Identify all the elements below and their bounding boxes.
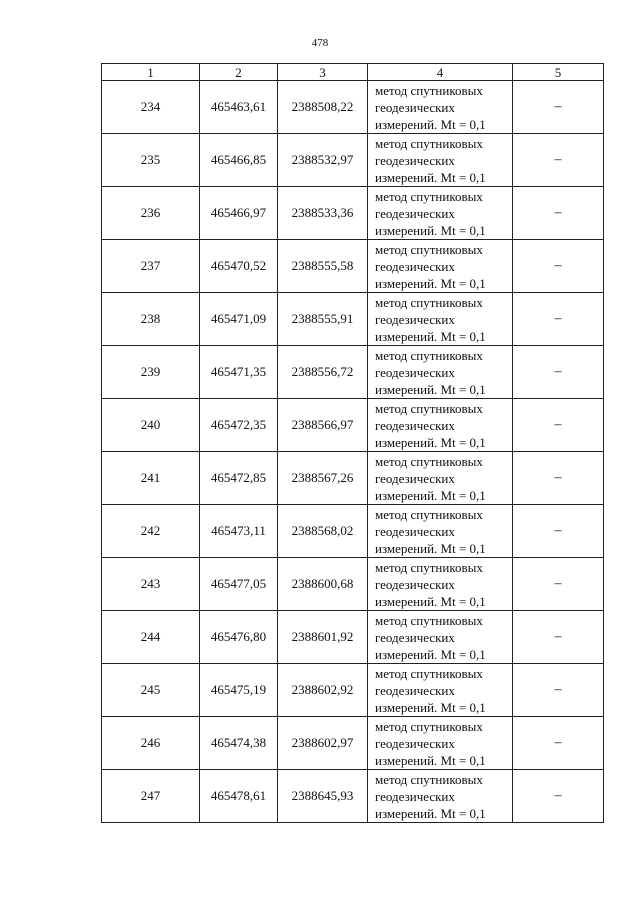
note-cell: – (513, 717, 604, 770)
method-line: метод спутниковых (375, 771, 483, 787)
method-cell (368, 293, 513, 346)
method-line: метод спутниковых (375, 135, 483, 151)
table-row (102, 452, 604, 505)
point-number-cell: 245 (102, 664, 200, 717)
method-line: метод спутниковых (375, 506, 483, 522)
x-coordinate-cell: 465466,97 (200, 187, 278, 240)
page-number: 478 (311, 37, 329, 49)
x-coordinate-cell: 465475,19 (200, 664, 278, 717)
y-coordinate-cell: 2388555,91 (278, 293, 368, 346)
y-coordinate-cell: 2388600,68 (278, 558, 368, 611)
table-header-row (102, 64, 604, 81)
method-line: измерений. Mt = 0,1 (375, 699, 486, 715)
method-line: геодезических (375, 523, 455, 539)
y-coordinate-cell: 2388533,36 (278, 187, 368, 240)
method-line: измерений. Mt = 0,1 (375, 487, 486, 503)
method-cell (368, 452, 513, 505)
method-cell (368, 611, 513, 664)
method-cell (368, 558, 513, 611)
x-coordinate-cell: 465466,85 (200, 134, 278, 187)
note-cell: – (513, 240, 604, 293)
note-cell: – (513, 134, 604, 187)
x-coordinate-cell: 465476,80 (200, 611, 278, 664)
note-cell: – (513, 452, 604, 505)
point-number-cell: 236 (102, 187, 200, 240)
table-row (102, 187, 604, 240)
method-line: измерений. Mt = 0,1 (375, 805, 486, 821)
method-line: измерений. Mt = 0,1 (375, 752, 486, 768)
method-line: измерений. Mt = 0,1 (375, 540, 486, 556)
method-cell (368, 505, 513, 558)
y-coordinate-cell: 2388532,97 (278, 134, 368, 187)
note-cell: – (513, 346, 604, 399)
method-line: геодезических (375, 205, 455, 221)
table-body (102, 81, 604, 823)
column-header-1: 1 (102, 64, 200, 81)
point-number-cell: 243 (102, 558, 200, 611)
table-row (102, 399, 604, 452)
method-cell (368, 664, 513, 717)
table-row (102, 240, 604, 293)
point-number-cell: 239 (102, 346, 200, 399)
table-row (102, 293, 604, 346)
y-coordinate-cell: 2388567,26 (278, 452, 368, 505)
method-line: измерений. Mt = 0,1 (375, 381, 486, 397)
method-line: геодезических (375, 788, 455, 804)
method-line: метод спутниковых (375, 188, 483, 204)
table-row (102, 664, 604, 717)
point-number-cell: 240 (102, 399, 200, 452)
method-line: геодезических (375, 311, 455, 327)
method-line: измерений. Mt = 0,1 (375, 646, 486, 662)
method-line: измерений. Mt = 0,1 (375, 116, 486, 132)
method-line: геодезических (375, 417, 455, 433)
method-line: измерений. Mt = 0,1 (375, 275, 486, 291)
column-header-3: 3 (278, 64, 368, 81)
x-coordinate-cell: 465472,85 (200, 452, 278, 505)
method-cell (368, 770, 513, 823)
note-cell: – (513, 558, 604, 611)
note-cell: – (513, 611, 604, 664)
x-coordinate-cell: 465463,61 (200, 81, 278, 134)
point-number-cell: 234 (102, 81, 200, 134)
point-number-cell: 246 (102, 717, 200, 770)
method-line: метод спутниковых (375, 612, 483, 628)
method-cell (368, 399, 513, 452)
method-line: измерений. Mt = 0,1 (375, 169, 486, 185)
method-cell (368, 81, 513, 134)
method-line: метод спутниковых (375, 718, 483, 734)
table-row (102, 558, 604, 611)
method-line: геодезических (375, 682, 455, 698)
method-cell (368, 717, 513, 770)
point-number-cell: 242 (102, 505, 200, 558)
method-line: геодезических (375, 576, 455, 592)
table-row (102, 505, 604, 558)
table-row (102, 346, 604, 399)
x-coordinate-cell: 465471,35 (200, 346, 278, 399)
method-line: метод спутниковых (375, 453, 483, 469)
y-coordinate-cell: 2388555,58 (278, 240, 368, 293)
y-coordinate-cell: 2388566,97 (278, 399, 368, 452)
method-line: измерений. Mt = 0,1 (375, 434, 486, 450)
y-coordinate-cell: 2388645,93 (278, 770, 368, 823)
method-line: геодезических (375, 364, 455, 380)
method-line: метод спутниковых (375, 559, 483, 575)
method-line: геодезических (375, 152, 455, 168)
table-row (102, 81, 604, 134)
method-line: геодезических (375, 99, 455, 115)
note-cell: – (513, 770, 604, 823)
note-cell: – (513, 81, 604, 134)
y-coordinate-cell: 2388508,22 (278, 81, 368, 134)
method-line: геодезических (375, 735, 455, 751)
y-coordinate-cell: 2388602,92 (278, 664, 368, 717)
method-cell (368, 240, 513, 293)
x-coordinate-cell: 465477,05 (200, 558, 278, 611)
column-header-2: 2 (200, 64, 278, 81)
table-row (102, 770, 604, 823)
point-number-cell: 235 (102, 134, 200, 187)
method-line: геодезических (375, 629, 455, 645)
x-coordinate-cell: 465478,61 (200, 770, 278, 823)
method-cell (368, 346, 513, 399)
note-cell: – (513, 505, 604, 558)
y-coordinate-cell: 2388568,02 (278, 505, 368, 558)
note-cell: – (513, 293, 604, 346)
method-line: метод спутниковых (375, 294, 483, 310)
table-row (102, 611, 604, 664)
y-coordinate-cell: 2388556,72 (278, 346, 368, 399)
table-row (102, 717, 604, 770)
x-coordinate-cell: 465474,38 (200, 717, 278, 770)
method-line: метод спутниковых (375, 82, 483, 98)
column-header-4: 4 (368, 64, 513, 81)
method-line: метод спутниковых (375, 665, 483, 681)
coordinates-table (101, 63, 604, 823)
x-coordinate-cell: 465470,52 (200, 240, 278, 293)
method-line: метод спутниковых (375, 241, 483, 257)
table-row (102, 134, 604, 187)
method-line: геодезических (375, 258, 455, 274)
column-header-5: 5 (513, 64, 604, 81)
point-number-cell: 237 (102, 240, 200, 293)
x-coordinate-cell: 465471,09 (200, 293, 278, 346)
method-line: геодезических (375, 470, 455, 486)
method-line: измерений. Mt = 0,1 (375, 328, 486, 344)
point-number-cell: 247 (102, 770, 200, 823)
y-coordinate-cell: 2388601,92 (278, 611, 368, 664)
method-line: измерений. Mt = 0,1 (375, 593, 486, 609)
method-line: измерений. Mt = 0,1 (375, 222, 486, 238)
x-coordinate-cell: 465472,35 (200, 399, 278, 452)
method-line: метод спутниковых (375, 347, 483, 363)
note-cell: – (513, 664, 604, 717)
method-line: метод спутниковых (375, 400, 483, 416)
method-cell (368, 134, 513, 187)
y-coordinate-cell: 2388602,97 (278, 717, 368, 770)
point-number-cell: 244 (102, 611, 200, 664)
method-cell (368, 187, 513, 240)
point-number-cell: 241 (102, 452, 200, 505)
point-number-cell: 238 (102, 293, 200, 346)
x-coordinate-cell: 465473,11 (200, 505, 278, 558)
note-cell: – (513, 399, 604, 452)
note-cell: – (513, 187, 604, 240)
